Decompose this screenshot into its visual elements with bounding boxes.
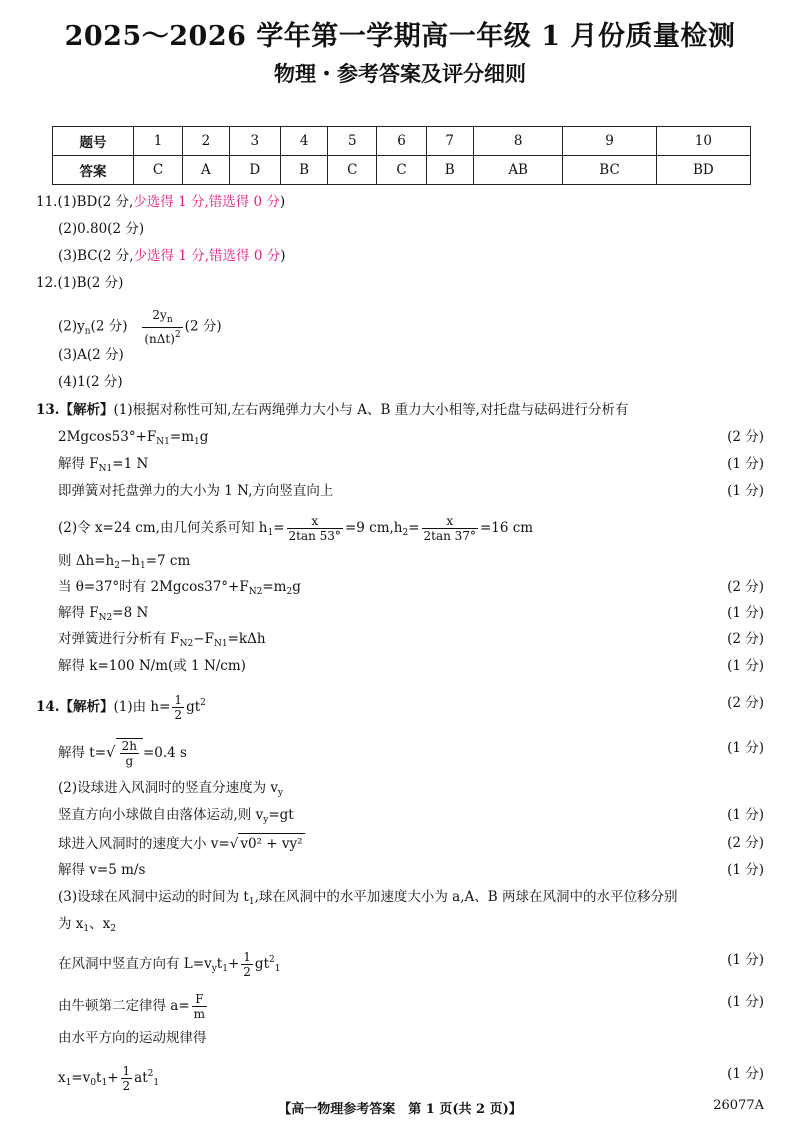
sqrt: v0² + vy² — [238, 833, 304, 854]
text: (2)设球进入风洞时的竖直分速度为 v — [58, 780, 279, 796]
page-title: 2025～2026 学年第一学期高一年级 1 月份质量检测 — [64, 21, 736, 52]
table-cell: B — [426, 156, 473, 185]
text: ) — [279, 194, 286, 210]
fraction — [287, 514, 343, 543]
text: 对弹簧进行分析有 F — [58, 631, 180, 647]
table-cell: BD — [656, 156, 750, 185]
text: 、x — [89, 916, 111, 932]
points: (1 分) — [727, 483, 764, 499]
subscript: 1 — [274, 964, 281, 974]
text: 解得 t= — [58, 745, 107, 761]
text: (1)根据对称性可知,左右两绳弹力大小与 A、B 重力大小相等,对托盘与砝码进行分析有 — [113, 402, 629, 418]
q14-line-7 — [58, 887, 677, 912]
partial-credit-note: 少选得 1 分,错选得 0 分 — [133, 248, 281, 264]
denominator: g — [125, 754, 134, 768]
q14-line-8 — [58, 914, 116, 939]
table-cell: 10 — [656, 127, 750, 156]
points: (1 分) — [727, 605, 764, 621]
denominator: 2tan 37° — [423, 529, 476, 543]
text: =7 cm — [145, 553, 191, 569]
subscript: 2 — [110, 924, 116, 934]
text: 球进入风洞时的速度大小 v= — [58, 836, 230, 852]
subscript: 1 — [65, 1078, 72, 1088]
text: −h — [119, 553, 140, 569]
text: 解得 F — [58, 605, 99, 621]
q13-line-4: 即弹簧对托盘弹力的大小为 1 N,方向竖直向上 — [58, 483, 334, 499]
text: =0.4 s — [142, 745, 187, 761]
subscript: N1 — [213, 639, 228, 649]
fraction — [422, 514, 478, 543]
table-cell: 1 — [134, 127, 183, 156]
q13-line-10: 解得 k=100 N/m(或 1 N/cm) — [58, 658, 246, 674]
fraction — [241, 950, 253, 979]
points: (1 分) — [727, 740, 764, 756]
denominator: (nΔt) — [144, 332, 175, 346]
text: (1)由 h= — [113, 699, 171, 715]
q13-line-5 — [58, 514, 533, 543]
q14-line-1 — [36, 693, 206, 722]
q14-line-5: 球进入风洞时的速度大小 v=√ v0² + vy² — [58, 833, 305, 854]
points: (1 分) — [727, 807, 764, 823]
numerator: F — [192, 992, 207, 1007]
text: =v — [71, 1070, 91, 1086]
subscript: 1 — [194, 437, 200, 447]
q12-line-2 — [58, 308, 222, 346]
partial-credit-note: 少选得 1 分,错选得 0 分 — [133, 194, 280, 210]
q14-line-4 — [58, 805, 294, 830]
text: =m — [262, 579, 287, 595]
q13-line-3 — [58, 454, 148, 479]
text: (2 分) — [184, 318, 222, 335]
subscript: 1 — [101, 1078, 108, 1088]
q14-line-12 — [58, 1064, 159, 1093]
subscript: 2 — [402, 528, 409, 538]
q14-line-9 — [58, 950, 280, 979]
text: =kΔh — [227, 631, 266, 647]
points: (2 分) — [727, 429, 764, 445]
subscript: 1 — [222, 964, 228, 974]
subscript: 1 — [267, 528, 274, 538]
fraction — [121, 1064, 133, 1093]
numerator: 1 — [174, 693, 183, 707]
answer-row — [53, 156, 751, 185]
denominator: 2 — [243, 965, 251, 979]
q12-line-4: (4)1(2 分) — [58, 374, 123, 390]
q14-line-2: 解得 t=√ $\frac{2h}{g}$ =0.4 s — [58, 739, 187, 768]
text: (2)y — [58, 318, 85, 335]
row-label-answer: 答案 — [53, 156, 134, 185]
subscript: y — [278, 788, 284, 798]
text: =1 N — [112, 456, 149, 472]
text: (2 分) — [90, 318, 128, 335]
table-cell: 2 — [183, 127, 230, 156]
subscript: N1 — [156, 437, 170, 447]
text: 则 Δh=h — [58, 553, 115, 569]
points: (2 分) — [727, 579, 764, 595]
fraction — [120, 739, 139, 768]
q11-line-3 — [58, 246, 285, 266]
text: t — [96, 1070, 102, 1086]
points: (1 分) — [727, 862, 764, 878]
superscript: 2 — [269, 955, 275, 965]
subscript: 1 — [140, 561, 146, 571]
fraction — [142, 308, 182, 346]
denominator: 2 — [122, 1079, 131, 1093]
fraction — [172, 693, 184, 722]
fraction — [192, 992, 207, 1021]
table-cell: AB — [473, 156, 563, 185]
q13-line-7 — [58, 577, 301, 602]
points: (1 分) — [727, 456, 764, 472]
text: t — [216, 956, 223, 972]
q11-line-1 — [36, 192, 285, 212]
row-label-number: 题号 — [53, 127, 134, 156]
table-cell: 7 — [426, 127, 473, 156]
text: x — [58, 1070, 66, 1086]
text: =8 N — [112, 605, 149, 621]
q13-line-6 — [58, 551, 190, 576]
superscript: 2 — [200, 698, 206, 708]
table-cell: BC — [563, 156, 656, 185]
subscript: n — [166, 315, 173, 325]
numerator: 2h — [121, 739, 137, 753]
q12-line-1: 12.(1)B(2 分) — [36, 275, 124, 291]
table-cell: C — [377, 156, 426, 185]
text: 由牛顿第二定律得 a= — [58, 998, 190, 1014]
denominator: 2tan 53° — [288, 529, 341, 543]
text: 当 θ=37°时有 2Mgcos37°+F — [58, 579, 249, 595]
denominator: 2 — [174, 708, 183, 722]
q13-line-2 — [58, 427, 208, 452]
subscript: N2 — [179, 639, 194, 649]
text: gt — [186, 699, 201, 715]
text: (3)设球在风洞中运动的时间为 t — [58, 889, 249, 905]
text: 为 x — [58, 916, 84, 932]
text: −F — [193, 631, 214, 647]
q11-line-2: (2)0.80(2 分) — [58, 221, 145, 237]
answer-table — [52, 126, 751, 185]
q12-line-3: (3)A(2 分) — [58, 347, 124, 363]
section-tag: 14.【解析】 — [36, 699, 114, 715]
subscript: y — [211, 964, 217, 974]
text: g — [292, 579, 301, 595]
text: 在风洞中竖直方向有 L=v — [58, 956, 212, 972]
denominator: m — [193, 1007, 206, 1021]
text: =m — [169, 429, 195, 445]
table-cell: 3 — [229, 127, 280, 156]
text: = — [273, 520, 285, 536]
page-footer: 【高一物理参考答案 第 1 页(共 2 页)】 — [278, 1102, 522, 1117]
table-cell: D — [229, 156, 280, 185]
points: (2 分) — [727, 695, 764, 711]
subscript: y — [263, 815, 269, 825]
subscript: 2 — [114, 561, 120, 571]
sqrt — [116, 738, 143, 768]
superscript: 2 — [147, 1069, 154, 1079]
q13-line-9 — [58, 629, 266, 654]
numerator: 1 — [122, 1064, 131, 1078]
subscript: 1 — [153, 1078, 160, 1088]
q14-line-6: 解得 v=5 m/s — [58, 862, 146, 878]
text: =16 cm — [479, 520, 534, 536]
subscript: N1 — [98, 464, 113, 474]
text: (2)令 x=24 cm,由几何关系可知 h — [58, 520, 268, 536]
table-cell: C — [134, 156, 183, 185]
numerator: 1 — [243, 950, 251, 964]
numerator: x — [287, 514, 343, 529]
text: 11.(1)BD(2 分, — [36, 194, 134, 210]
section-tag: 13.【解析】 — [36, 402, 114, 418]
table-cell: 6 — [377, 127, 426, 156]
points: (2 分) — [727, 835, 764, 851]
subscript: N2 — [98, 613, 113, 623]
subscript: 0 — [90, 1078, 97, 1088]
table-cell: B — [280, 156, 327, 185]
numerator: 2y — [152, 308, 167, 322]
table-cell: 5 — [328, 127, 377, 156]
subscript: N2 — [248, 587, 263, 597]
table-cell: A — [183, 156, 230, 185]
text: 解得 F — [58, 456, 99, 472]
text: gt — [254, 956, 269, 972]
text: 竖直方向小球做自由落体运动,则 v — [58, 807, 264, 823]
question-number-row — [53, 127, 751, 156]
text: =gt — [268, 807, 294, 823]
points: (1 分) — [727, 1066, 764, 1082]
q14-line-10 — [58, 992, 209, 1021]
points: (1 分) — [727, 994, 764, 1010]
points: (1 分) — [727, 658, 764, 674]
table-cell: 4 — [280, 127, 327, 156]
text: g — [199, 429, 209, 445]
text: + — [107, 1070, 119, 1086]
q13-line-8 — [58, 603, 148, 628]
text: at — [134, 1070, 148, 1086]
q14-line-11: 由水平方向的运动规律得 — [58, 1030, 207, 1046]
subscript: 1 — [248, 897, 255, 907]
text: ) — [280, 248, 286, 264]
points: (1 分) — [727, 952, 764, 968]
document-code: 26077A — [713, 1098, 764, 1113]
points: (2 分) — [727, 631, 764, 647]
text: ,球在风洞中的水平加速度大小为 a,A、B 两球在风洞中的水平位移分别 — [254, 889, 678, 905]
page-subtitle: 物理・参考答案及评分细则 — [274, 61, 526, 86]
table-cell: C — [328, 156, 377, 185]
text: = — [408, 520, 420, 536]
numerator: x — [422, 514, 478, 529]
subscript: 1 — [83, 924, 90, 934]
subscript: 2 — [286, 587, 293, 597]
superscript: 2 — [174, 330, 181, 340]
text: =9 cm,h — [344, 520, 403, 536]
q14-line-3 — [58, 778, 283, 803]
q13-line-1 — [36, 400, 628, 420]
table-cell: 8 — [473, 127, 563, 156]
text: 2Mgcos53°+F — [58, 429, 157, 445]
text: (3)BC(2 分, — [58, 248, 134, 264]
subscript: n — [84, 326, 91, 337]
text: + — [227, 956, 240, 972]
table-cell: 9 — [563, 127, 656, 156]
